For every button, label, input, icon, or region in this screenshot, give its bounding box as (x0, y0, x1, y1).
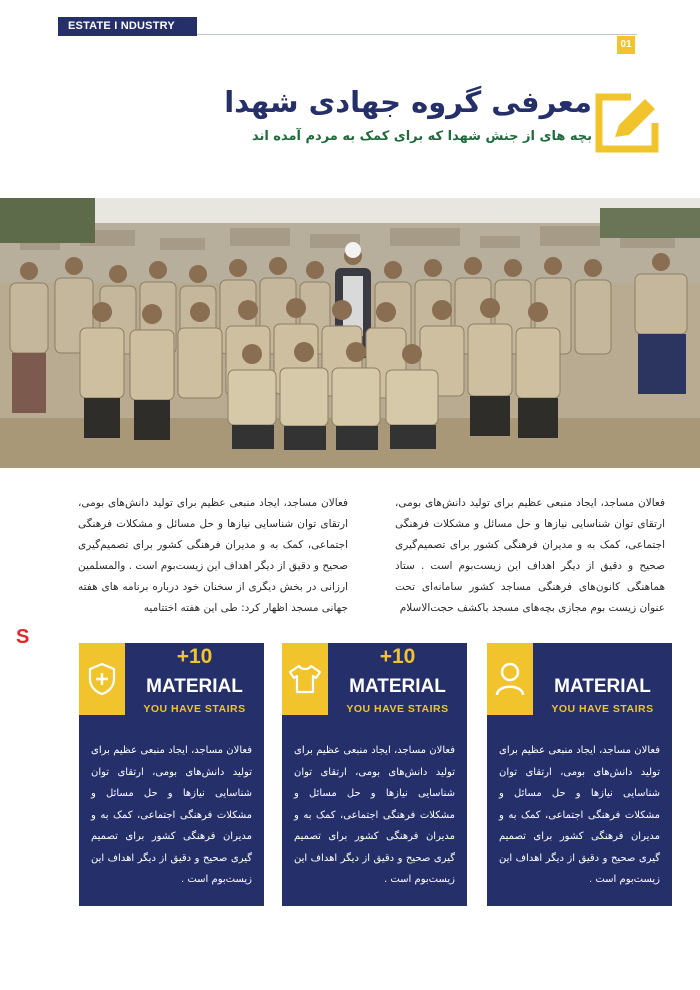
card-body-text: فعالان مساجد، ایجاد منبعی عظیم برای تولید دانش‌های بومی، ارتقای توان شناسایی نیازها و حل مسائل و مشکلات فرهنگی اجتماعی، کمک به و مدیران فرهنگی کشور برای تصمیم گیری صحیح و دقیق از دیگر اهداف این زیست‌بوم است . (91, 745, 252, 885)
group-photo-illustration (0, 198, 700, 468)
article-subtitle: بچه های از جنش شهدا که برای کمک به مردم آمده اند (251, 129, 592, 144)
body-column-right: فعالان مساجد، ایجاد منبعی عظیم برای تولید دانش‌های بومی، ارتقای توان شناسایی نیازها و حل مسائل و مشکلات فرهنگی اجتماعی، کمک به و مدیران فرهنگی کشور برای تصمیم‌گیری صحیح و دقیق از دیگر اهداف این زیست‌بوم است . ستاد هماهنگی کانون‌های فرهنگی مساجد کشور سامانه‌ای تحت عنوان زیست بوم مجازی بچه‌های مسجد باکشف حجت‌الاسلام (395, 497, 665, 614)
card-stairs-label: YOU HAVE STAIRS (551, 703, 654, 715)
card-body-text: فعالان مساجد، ایجاد منبعی عظیم برای تولید دانش‌های بومی، ارتقای توان شناسایی نیازها و حل مسائل و مشکلات فرهنگی اجتماعی، کمک به و مدیران فرهنگی کشور برای تصمیم گیری صحیح و دقیق از دیگر اهداف این زیست‌بوم است . (499, 745, 660, 885)
feature-card-1 (487, 643, 672, 906)
section-label: ESTATE I NDUSTRY (58, 17, 197, 36)
card-material-label: MATERIAL (146, 676, 243, 697)
feature-card-2 (282, 643, 467, 906)
header-rule (197, 34, 637, 35)
card-material-label: MATERIAL (349, 676, 446, 697)
feature-card-3 (79, 643, 264, 906)
edit-icon (593, 93, 663, 153)
watermark-s: S (16, 626, 31, 648)
watermark-nn: NN (30, 626, 62, 648)
card-stairs-label: YOU HAVE STAIRS (143, 703, 246, 715)
card-stairs-label: YOU HAVE STAIRS (346, 703, 449, 715)
article-title: معرفی گروه جهادی شهدا (224, 85, 592, 119)
photo-watermark (16, 626, 61, 649)
shield-plus-icon (79, 643, 125, 715)
card-body-text: فعالان مساجد، ایجاد منبعی عظیم برای تولید دانش‌های بومی، ارتقای توان شناسایی نیازها و حل مسائل و مشکلات فرهنگی اجتماعی، کمک به و مدیران فرهنگی کشور برای تصمیم گیری صحیح و دقیق از دیگر اهداف این زیست‌بوم است . (294, 745, 455, 885)
user-icon (487, 643, 533, 715)
card-plus-value: +10 (379, 645, 416, 668)
tshirt-icon (282, 643, 328, 715)
page-number: 01 (617, 36, 635, 54)
card-material-label: MATERIAL (554, 676, 651, 697)
card-plus-value: +10 (176, 645, 213, 668)
body-column-left: فعالان مساجد، ایجاد منبعی عظیم برای تولید دانش‌های بومی، ارتقای توان شناسایی نیازها و حل مسائل و مشکلات فرهنگی اجتماعی، کمک به و مدیران فرهنگی کشور برای تصمیم‌گیری صحیح و دقیق از دیگر اهداف این زیست‌بوم است . والمسلمین ارزانی در بخش دیگری از سخنان خود درباره برنامه های هفته جهانی مسجد اظهار کرد: طی این هفته اختتامیه (78, 497, 348, 614)
